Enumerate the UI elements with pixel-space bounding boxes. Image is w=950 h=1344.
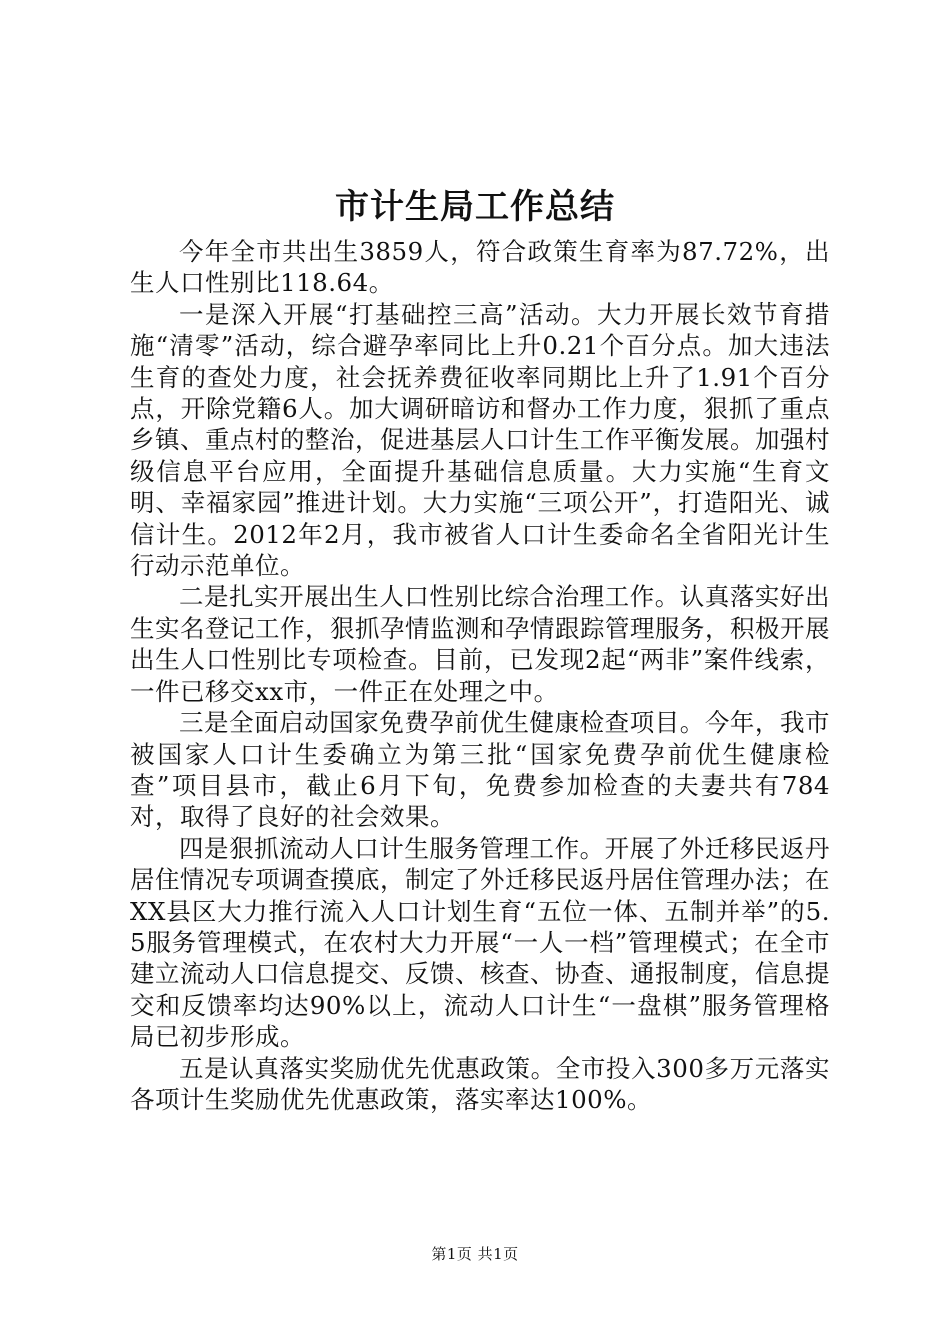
document-title: 市计生局工作总结 bbox=[335, 187, 615, 227]
paragraph-item-3: 三是全面启动国家免费孕前优生健康检查项目。今年，我市被国家人口计生委确立为第三批“国家免费孕前优生健康检查”项目县市，截止6月下旬，免费参加检查的夫妻共有784对，取得了良好的社会效果。 bbox=[130, 708, 830, 832]
paragraph-summary: 今年全市共出生3859人，符合政策生育率为87.72%，出生人口性别比118.64。 bbox=[130, 237, 830, 298]
paragraph-item-4: 四是狠抓流动人口计生服务管理工作。开展了外迁移民返丹居住情况专项调查摸底，制定了外迁移民返丹居住管理办法；在XX县区大力推行流入人口计划生育“五位一体、五制并举”的5.5服务管理模式，在农村大力开展“一人一档”管理模式；在全市建立流动人口信息提交、反馈、核查、协查、通报制度，信息提交和反馈率均达90%以上，流动人口计生“一盘棋”服务管理格局已初步形成。 bbox=[130, 833, 830, 1052]
document-body bbox=[130, 236, 830, 1115]
paragraph-item-5: 五是认真落实奖励优先优惠政策。全市投入300多万元落实各项计生奖励优先优惠政策，落实率达100%。 bbox=[130, 1053, 830, 1114]
paragraph-item-1: 一是深入开展“打基础控三高”活动。大力开展长效节育措施“清零”活动，综合避孕率同比上升0.21个百分点。加大违法生育的查处力度，社会抚养费征收率同期比上升了1.91个百分点，开除党籍6人。加大调研暗访和督办工作力度，狠抓了重点乡镇、重点村的整治，促进基层人口计生工作平衡发展。加强村级信息平台应用，全面提升基础信息质量。大力实施“生育文明、幸福家园”推进计划。大力实施“三项公开”，打造阳光、诚信计生。2012年2月，我市被省人口计生委命名全省阳光计生行动示范单位。 bbox=[130, 299, 830, 581]
paragraph-item-2: 二是扎实开展出生人口性别比综合治理工作。认真落实好出生实名登记工作，狠抓孕情监测和孕情跟踪管理服务，积极开展出生人口性别比专项检查。目前，已发现2起“两非”案件线索，一件已移交xx市，一件正在处理之中。 bbox=[130, 582, 830, 706]
page-number-footer: 第1页 共1页 bbox=[431, 1245, 519, 1263]
